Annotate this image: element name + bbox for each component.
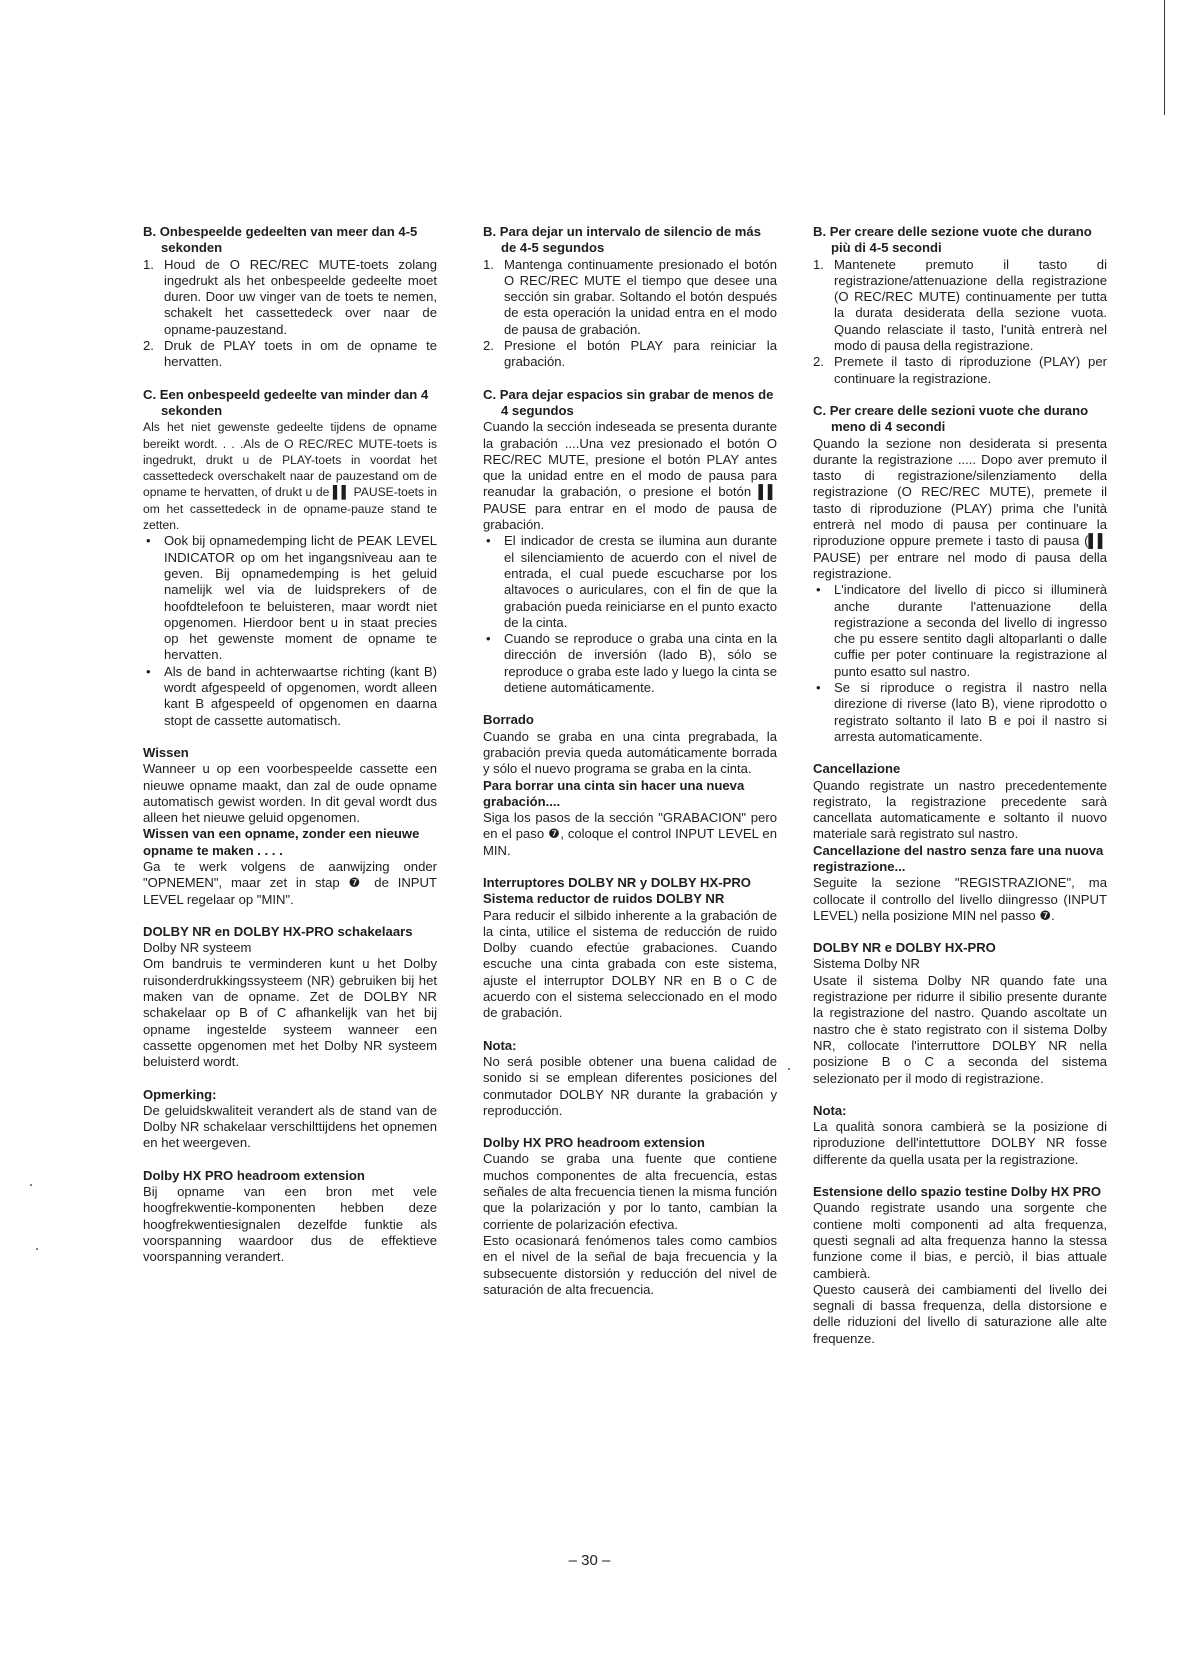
paragraph: Quando la sezione non desiderata si presenta durante la registrazione ..... Dopo aver premuto il tasto di registrazione/silenziamento della registrazione (O REC/REC MUTE), premete il tasto di riproduzione (PLAY) prima che l'unità entrerà nel modo di pausa per continuare la riproduzione oppure premete i tasto di pausa (▌▌ PAUSE) per entrare nel modo di pausa della registrazione. [813, 435, 1107, 581]
paragraph: Seguite la sezione "REGISTRAZIONE", ma collocate il controllo del livello diingresso (INPUT LEVEL) nella posizione MIN nel passo ❼. [813, 875, 1107, 923]
paragraph: De geluidskwaliteit verandert als de stand van de Dolby NR schakelaar verschilttijdens het opnemen en het weergeven. [143, 1102, 437, 1151]
section-heading: DOLBY NR en DOLBY HX-PRO schakelaars [143, 923, 413, 939]
bullet-list [813, 582, 1107, 745]
paragraph: Wanneer u op een voorbespeelde cassette een nieuwe opname maakt, dan zal de oude opname automatisch gewist worden. In dit geval wordt dus alleen het nieuwe geluid opgenomen. [143, 761, 437, 826]
section-b-es [483, 224, 777, 371]
section-cancellazione [813, 761, 1107, 924]
section-heading: Estensione dello spazio testine Dolby HX PRO [813, 1184, 1102, 1200]
section-dolby-nl [143, 924, 437, 1071]
section-heading: C. Een onbespeeld gedeelte van minder dan 4 sekonden [143, 386, 429, 418]
paragraph: Esto ocasionará fenómenos tales como cambios en el nivel de la señal de baja frecuencia y la subsecuente distorsión y reducción del nivel de saturación de alta frecuencia. [483, 1232, 777, 1297]
paragraph: No será posible obtener una buena calidad de sonido si se emplean diferentes posiciones del conmutador DOLBY NR durante la grabación y reproducción. [483, 1053, 777, 1118]
section-heading: Dolby HX PRO headroom extension [143, 1167, 365, 1183]
section-heading: Dolby HX PRO headroom extension [483, 1135, 705, 1151]
column-italian [813, 224, 1107, 1363]
scan-speck [788, 1068, 790, 1070]
scan-speck [36, 1248, 38, 1250]
bullet-list [483, 533, 777, 696]
section-dolby-es [483, 875, 777, 1022]
paragraph: Bij opname van een bron met vele hoogfrekwentie-komponenten hebben deze hoogfrekwentiesignalen dezelfde funktie als voorspanning waardoor dus de effektieve voorspanning verandert. [143, 1184, 437, 1265]
subheading: Wissen van een opname, zonder een nieuwe opname te maken . . . . [143, 826, 420, 858]
list-item: 2. Druk de PLAY toets in om de opname te hervatten. [143, 338, 437, 370]
column-spanish [483, 224, 777, 1314]
subheading: Dolby NR systeem [143, 940, 252, 956]
paragraph: Ga te werk volgens de aanwijzing onder "OPNEMEN", maar zet in stap ❼ de INPUT LEVEL regelaar op "MIN". [143, 858, 437, 907]
paragraph: Quando registrate un nastro precedentemente registrato, la registrazione precedente sarà cancellata automaticamente e soltanto il nuovo materiale sarà registrato sul nastro. [813, 777, 1107, 842]
section-heading: Opmerking: [143, 1086, 217, 1102]
list-item: 1. Mantenete premuto il tasto di registrazione/attenuazione della registrazione (O REC/REC MUTE) continuamente per tutta la durata desiderata della sezione vuota. Quando relasciate il tasto, l'unità entrerà nel modo di pausa della registrazione. [813, 256, 1107, 354]
list-item: • Als de band in achterwaartse richting (kant B) wordt afgespeeld of opgenomen, wordt alleen kant B afgespeeld of opgenomen en daarna stopt de cassette automatisch. [146, 663, 437, 728]
list-item: • L'indicatore del livello di picco si illuminerà anche durante l'attenuazione della registrazione a seconda del livello di ingresso che pu essere sentito dagli altoparlanti o dalle cuffie per poter continuare la registrazione al punto esatto sul nastro. [816, 582, 1107, 679]
section-nota-es [483, 1038, 777, 1119]
section-heading: Cancellazione [813, 761, 901, 777]
list-item: • Ook bij opnamedemping licht de PEAK LEVEL INDICATOR op om het ingangsniveau aan te geven. Bij opnamedemping is het geluid namelijk wel via de luidsprekers of de hoofdtelefoon te beluisteren, maar wordt niet opgenomen. Hierdoor bent u in staat precies op het gewenste moment de opname te hervatten. [146, 533, 437, 663]
section-heading: Wissen [143, 744, 189, 760]
numbered-list [143, 257, 437, 371]
section-c-nl [143, 387, 437, 729]
section-c-it [813, 403, 1107, 745]
paragraph: Quando registrate usando una sorgente che contiene molti componenti ad alta frequenza, questi segnali ad alta frequenza hanno la stessa funzione come il bias, e perciò, il bias attuale cambierà. [813, 1200, 1107, 1281]
subheading: Cancellazione del nastro senza fare una nuova registrazione... [813, 842, 1104, 874]
section-heading: B. Per creare delle sezione vuote che durano più di 4-5 secondi [813, 224, 1092, 256]
list-item: 2. Presione el botón PLAY para reiniciar la grabación. [483, 338, 777, 370]
section-hx-it [813, 1184, 1107, 1347]
section-b-nl [143, 224, 437, 371]
list-item: • Se si riproduce o registra il nastro nella direzione di riverse (lato B), viene riprodotto o registrato soltanto il lato B e poi il nastro si arresta automaticamente. [816, 680, 1107, 744]
section-dolby-it [813, 940, 1107, 1087]
section-heading: Interruptores DOLBY NR y DOLBY HX-PRO [483, 874, 751, 890]
list-item: 1. Mantenga continuamente presionado el botón O REC/REC MUTE el tiempo que desee una sección sin grabar. Soltando el botón después de esta operación la unidad entra en el modo de pausa de grabación. [483, 256, 777, 337]
scan-edge-line [1164, 0, 1165, 115]
page-number: – 30 – [568, 1552, 611, 1569]
section-heading: Nota: [483, 1037, 517, 1053]
scan-speck [30, 1184, 32, 1186]
list-item: 1. Houd de O REC/REC MUTE-toets zolang ingedrukt als het onbespeelde gedeelte moet duren. Door uw vinger van de toets te nemen, schakelt het cassettedeck over naar de opname-pauzestand. [143, 256, 437, 337]
section-heading: C. Para dejar espacios sin grabar de menos de 4 segundos [483, 386, 774, 418]
section-b-it [813, 224, 1107, 387]
paragraph: Usate il sistema Dolby NR quando fate una registrazione per ridurre il sibilio presente durante la registrazione del nastro. Quando ascoltate un nastro che è stato registrato con il sistema Dolby NR, collocate l'interruttore DOLBY NR nella posizione B o C a seconda del sistema selezionato per il modo di registrazione. [813, 972, 1107, 1086]
section-opmerking [143, 1087, 437, 1152]
section-c-es [483, 387, 777, 697]
paragraph: Siga los pasos de la sección "GRABACION" pero en el paso ❼, coloque el control INPUT LEVEL en MIN. [483, 810, 777, 858]
bullet-list [143, 533, 437, 729]
paragraph: Cuando se graba una fuente que contiene muchos componentes de alta frecuencia, estas señales de alta frecuencia tienen la misma función que la polarización y por lo tanto, cambian la corriente de polarización efectiva. [483, 1151, 777, 1232]
paragraph: Om bandruis te verminderen kunt u het Dolby ruisonderdrukkingssysteem (NR) gebruiken bij het maken van de opname. Zet de DOLBY NR schakelaar op B of C afhankelijk van het bij opname ingestelde systeem wanneer een cassette opgenomen met het Dolby NR systeem beluisterd wordt. [143, 956, 437, 1070]
numbered-list [483, 257, 777, 371]
paragraph: Cuando la sección indeseada se presenta durante la grabación ....Una vez presionado el botón O REC/REC MUTE, presione el botón PLAY antes que la unidad entre en el modo de pausa para reanudar la grabación, o presione el botón ▌▌ PAUSE para entrar en el modo de pausa de grabación. [483, 419, 777, 533]
section-heading: B. Onbespeelde gedeelten van meer dan 4-5 sekonden [143, 224, 418, 256]
subheading: Sistema Dolby NR [813, 956, 920, 972]
section-hx-es [483, 1135, 777, 1298]
paragraph: La qualità sonora cambierà se la posizione di riproduzione dell'intettuttore DOLBY NR fosse differente da quella usata per la registrazione. [813, 1119, 1107, 1167]
paragraph: Questo causerà dei cambiamenti del livello dei segnali di bassa frequenza, della distorsione e delle riduzioni del livello di saturazione alle alte frequenze. [813, 1281, 1107, 1346]
numbered-list [813, 257, 1107, 387]
section-heading: B. Para dejar un intervalo de silencio de más de 4-5 segundos [483, 224, 761, 256]
section-nota-it [813, 1103, 1107, 1168]
paragraph: Als het niet gewenste gedeelte tijdens de opname bereikt wordt. . . .Als de O REC/REC MUTE-toets is ingedrukt, drukt u de PLAY-toets in voordat het cassettedeck overschakelt naar de pauzestand om de opname te hervatten, of drukt u de ▌▌ PAUSE-toets in om het cassettedeck in de opname-pauze stand te zetten. [143, 420, 437, 533]
paragraph: Para reducir el silbido inherente a la grabación de la cinta, utilice el sistema de reducción de ruido Dolby cuando efectúe grabaciones. Cuando escuche una cinta grabada con este sistema, ajuste el interruptor DOLBY NR en B o C de acuerdo con el sistema seleccionado en el modo de grabación. [483, 907, 777, 1021]
section-borrado [483, 712, 777, 859]
subheading: Para borrar una cinta sin hacer una nueva grabación.... [483, 777, 745, 809]
section-hx-nl [143, 1168, 437, 1266]
section-heading: Nota: [813, 1102, 847, 1118]
paragraph: Cuando se graba en una cinta pregrabada, la grabación previa queda automáticamente borrada y sólo el nuevo programa se graba en la cinta. [483, 728, 777, 777]
column-dutch [143, 224, 437, 1282]
section-heading: C. Per creare delle sezioni vuote che durano meno di 4 secondi [813, 402, 1089, 435]
section-wissen [143, 745, 437, 908]
section-heading: Borrado [483, 712, 534, 728]
list-item: • Cuando se reproduce o graba una cinta en la dirección de inversión (lado B), sólo se reproduce o graba este lado y luego la cinta se detiene automáticamente. [486, 631, 777, 696]
list-item: • El indicador de cresta se ilumina aun durante el silenciamiento de acuerdo con el nivel de entrada, el cual puede escucharse por los altavoces o auriculares, con el fin de que la grabación pueda reiniciarse en el punto exacto de la cinta. [486, 533, 777, 630]
section-heading: DOLBY NR e DOLBY HX-PRO [813, 940, 996, 956]
subheading: Sistema reductor de ruidos DOLBY NR [483, 891, 725, 907]
list-item: 2. Premete il tasto di riproduzione (PLAY) per continuare la registrazione. [813, 354, 1107, 386]
